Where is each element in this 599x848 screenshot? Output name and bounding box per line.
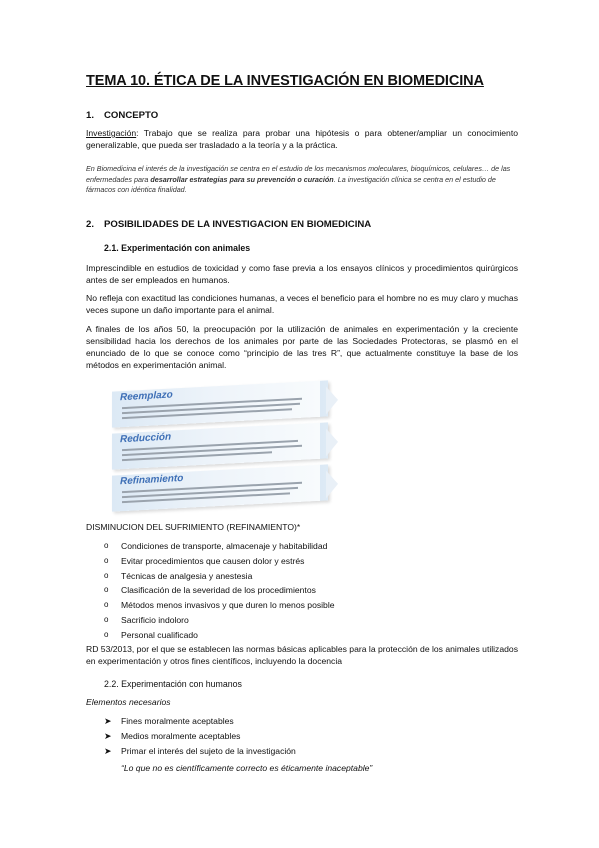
subsection-2-1-heading: 2.1. Experimentación con animales — [104, 243, 251, 253]
section-2-title: POSIBILIDADES DE LA INVESTIGACION EN BIOMEDICINA — [104, 219, 372, 230]
document-title: TEMA 10. ÉTICA DE LA INVESTIGACIÓN EN BIOMEDICINA — [86, 73, 484, 89]
bullet-icon: o — [104, 614, 109, 624]
list-item-text: Fines moralmente aceptables — [121, 716, 234, 726]
list-item — [104, 729, 296, 744]
list-item-text: Personal cualificado — [121, 629, 198, 640]
list-item — [104, 554, 335, 569]
section-1-number: 1. — [86, 110, 95, 121]
card-reemplazo-title: Reemplazo — [120, 389, 173, 404]
list-item-text: Condiciones de transporte, almacenaje y habitabilidad — [121, 541, 328, 551]
section-1-heading — [86, 110, 158, 121]
bullet-icon: o — [104, 600, 109, 610]
three-r-figure — [112, 382, 344, 510]
card-arrow — [326, 470, 338, 499]
list-item-text: Métodos menos invasivos y que duren lo menos posible — [121, 600, 335, 611]
section-2-number: 2. — [86, 219, 95, 230]
card-reemplazo — [112, 380, 328, 427]
list-item-text: Sacrificio indoloro — [121, 614, 189, 625]
human-experimentation-list — [104, 714, 296, 758]
refinement-list — [104, 539, 335, 643]
refinement-heading: DISMINUCION DEL SUFRIMIENTO (REFINAMIENTO)* — [86, 522, 301, 532]
list-item-text: Evitar procedimientos que causen dolor y estrés — [121, 555, 305, 566]
biomedicine-note-part-c: . La investigación clínica se centra en el estudio de fármacos con idéntica finalidad. — [86, 174, 496, 194]
list-item — [104, 569, 335, 584]
card-arrow — [326, 428, 338, 457]
list-item-text: Medios moralmente aceptables — [121, 730, 241, 741]
list-item — [104, 598, 335, 613]
section-1-title: CONCEPTO — [104, 110, 159, 121]
biomedicine-note-part-a: En Biomedicina el interés de la investigación se centra en el estudio de los mecanismos moleculares, bioquímicos, celulares… de las enfermedades para — [86, 164, 511, 184]
arrow-bullet-icon: ➤ — [104, 745, 112, 756]
elements-label: Elementos necesarios — [86, 697, 171, 707]
card-reduccion-title: Reducción — [120, 431, 172, 446]
list-item — [104, 714, 296, 729]
ethics-quote: “Lo que no es científicamente correcto es éticamente inaceptable” — [121, 763, 373, 773]
subsection-2-2-heading: 2.2. Experimentación con humanos — [104, 679, 242, 689]
list-item-text: Primar el interés del sujeto de la investigación — [121, 745, 296, 756]
animals-paragraph-1: Imprescindible en estudios de toxicidad y como fase previa a los ensayos clínicos y procedimientos quirúrgicos antes de ser empleados en humanos. — [86, 263, 518, 285]
bullet-icon: o — [104, 541, 109, 550]
card-reduccion — [112, 422, 328, 469]
list-item — [104, 539, 335, 554]
card-refinamiento-title: Refinamiento — [120, 472, 184, 488]
list-item — [104, 583, 335, 598]
list-item-text: Técnicas de analgesia y anestesia — [121, 570, 253, 581]
biomedicine-note-emphasis: desarrollar estrategias para su prevención o curación — [150, 174, 334, 184]
bullet-icon: o — [104, 585, 109, 595]
arrow-bullet-icon: ➤ — [104, 716, 112, 726]
section-2-heading — [86, 219, 371, 230]
animals-paragraph-3: A finales de los años 50, la preocupación por la utilización de animales en experimentación y la creciente sensibilidad hacia los derechos de los animales por parte de las Sociedades Protectoras, se plasmó en el enunciado de lo que se conoce como “principio de las tres R”, que actualmente constituye la base de los métodos en experimentación animal. — [86, 324, 518, 370]
definition-paragraph — [86, 127, 518, 151]
definition-text: : Trabajo que se realiza para probar una hipótesis o para obtener/ampliar un conocimiento generalizable, que pueda ser trasladado a la teoría y a la práctica. — [86, 128, 518, 150]
list-item — [104, 613, 335, 628]
list-item — [104, 744, 296, 759]
bullet-icon: o — [104, 629, 109, 639]
arrow-bullet-icon: ➤ — [104, 730, 112, 741]
card-refinamiento — [112, 464, 328, 511]
biomedicine-note — [86, 164, 518, 196]
animals-paragraph-2: No refleja con exactitud las condiciones humanas, a veces el beneficio para el hombre no es muy claro y muchas veces supone un daño importante para el animal. — [86, 293, 518, 315]
list-item-text: Clasificación de la severidad de los procedimientos — [121, 585, 316, 596]
card-arrow — [326, 386, 338, 415]
bullet-icon: o — [104, 570, 109, 580]
rd-paragraph: RD 53/2013, por el que se establecen las normas básicas aplicables para la protección de los animales utilizados en experimentación y otros fines científicos, incluyendo la docencia — [86, 644, 518, 666]
list-item — [104, 628, 335, 643]
bullet-icon: o — [104, 555, 109, 565]
definition-term: Investigación — [86, 128, 137, 138]
